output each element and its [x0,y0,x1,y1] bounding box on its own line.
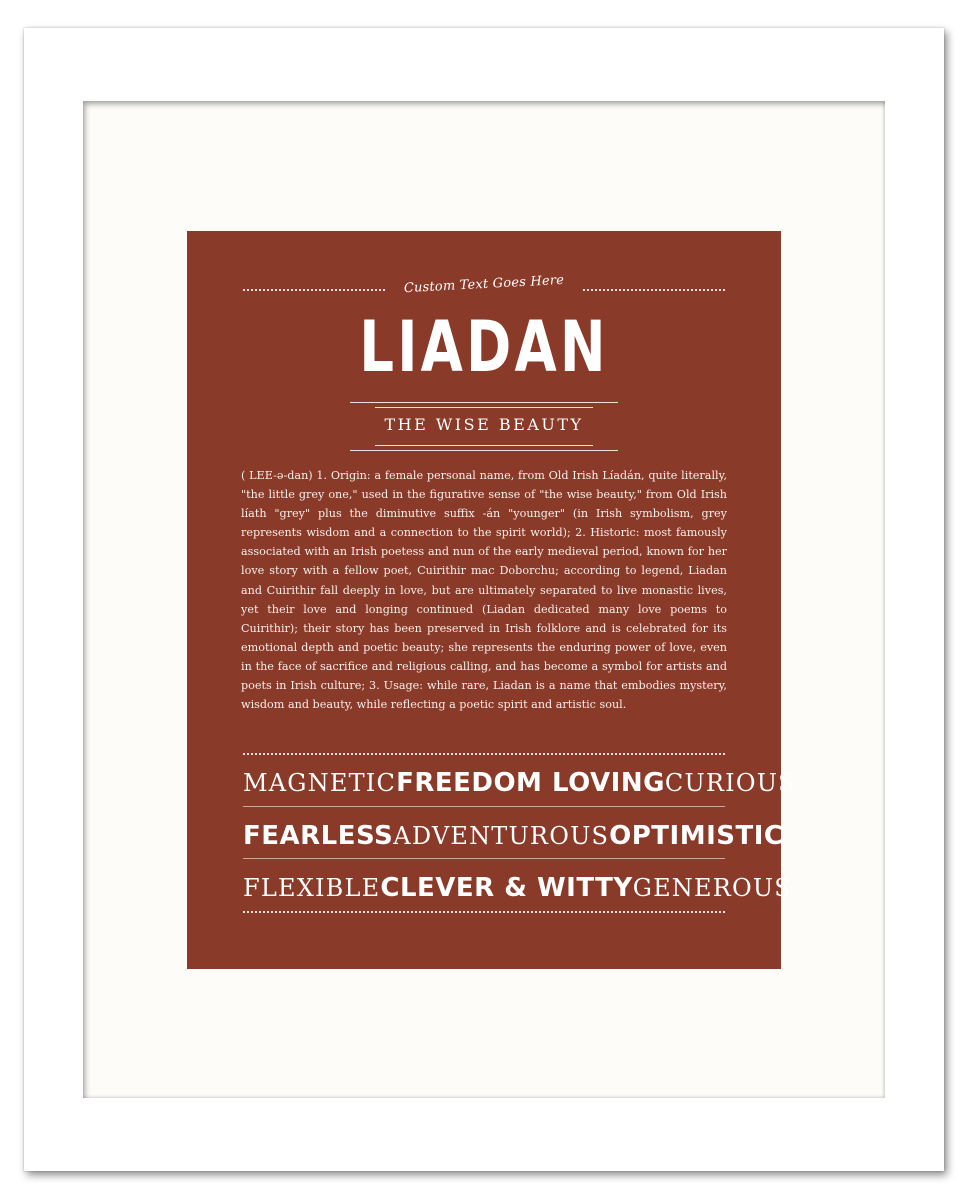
rule-line [375,445,593,446]
name-definition: ( LEE-ə-dan) 1. Origin: a female personal name, from Old Irish Líadán, quite literally, "the little grey one," used in the figurative sense of "the wise beauty," from Old Irish líath "grey" plus the diminutive suffix -án "younger" (in Irish symbolism, grey represents wisdom and a connection to the spirit world); 2. Historic: most famously associated with an Irish poetess and nun of the early medieval period, known for her love story with a fellow poet, Cuirithir mac Doborchu; according to legend, Liadan and Cuirithir fall deeply in love, but are ultimately separated to live monastic lives, yet their love and longing continued (Liadan dedicated many love poems to Cuirithir); their story has been preserved in Irish folklore and is celebrated for its emotional depth and poetic beauty; she represents the enduring power of love, even in the face of sacrifice and religious calling, and has become a symbol for artists and poets in Irish culture; 3. Usage: while rare, Liadan is a name that embodies mystery, wisdom and beauty, while reflecting a poetic spirit and artistic soul. [241,469,727,712]
name-meaning: THE WISE BEAUTY [384,415,584,434]
trait-separator [243,858,725,859]
rule-line [350,450,618,451]
rule-line [350,402,618,403]
trait-word: GENEROUS [632,874,792,902]
trait-word: CLEVER & WITTY [380,873,633,903]
trait-row [243,868,792,912]
trait-word: OPTIMISTIC [609,821,784,851]
dotted-divider-right [583,289,725,291]
trait-word: FEARLESS [243,821,394,851]
name-art-print [187,231,796,969]
trait-word: FREEDOM LOVING [396,768,665,798]
trait-word: CURIOUS [664,769,796,797]
dotted-divider-bottom [243,911,725,913]
trait-row [243,763,796,807]
trait-word: ADVENTUROUS [393,822,610,850]
trait-separator [243,806,725,807]
dotted-divider-top [243,753,725,755]
rule-line [375,407,593,408]
custom-text-row [243,272,725,301]
trait-row [243,816,784,860]
name-title: LIADAN [359,306,609,388]
trait-word: FLEXIBLE [243,874,381,902]
dotted-divider-left [243,289,385,291]
custom-text: Custom Text Goes Here [403,272,565,297]
trait-word: MAGNETIC [243,769,397,797]
